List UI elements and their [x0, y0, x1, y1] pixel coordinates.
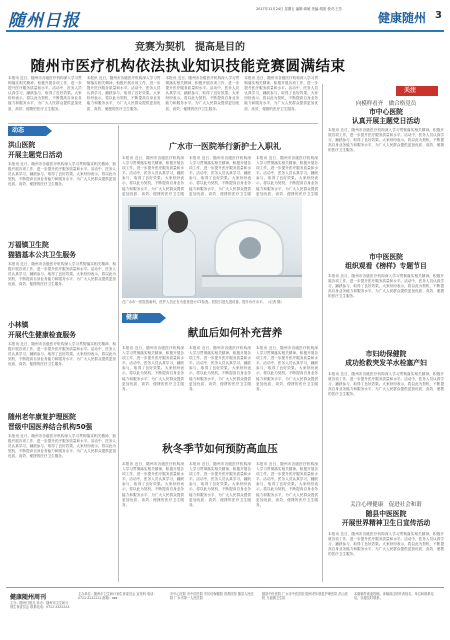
- section-title: 健康随州: [377, 11, 426, 25]
- ct-story-col: 本报讯 近日，随州市各级医疗机构深入学习贯彻落实相关精神，积极开展各项工作，进一步提升医疗服务质量和水平。活动中，医务人员认真学习，踊跃参与，取得了良好效果。大家纷纷表示，将以此为契机，不断提高自身业务能力和服务水平，为广大人民群众提供更加优质、高效、便捷的医疗卫生服: [189, 156, 251, 196]
- lead-body-col: 本报讯 近日，随州市各级医疗机构深入学习贯彻落实相关精神，积极开展各项工作，进一步提升医疗服务质量和水平。活动中，医务人员认真学习，踊跃参与，取得了良好效果。大家纷纷表示，将以此为契机，不断提高自身业务能力和服务水平，为广大人民群众提供更加优质、高效、便捷的医疗卫生服务。: [8, 76, 82, 111]
- newspaper-logo: 随州日报: [8, 11, 80, 31]
- nutrition-col: 本报讯 近日，随州市各级医疗机构深入学习贯彻落实相关精神，积极开展各项工作，进一步提升医疗服务质量和水平。活动中，医务人员认真学习，踊跃参与，取得了良好效果。大家纷纷表示，将以此为契机，不断提高自身业务能力和服务水平，为广大人民群众提供更加优质、高效、便捷的医疗卫生服务。: [122, 346, 184, 391]
- right-item-4-body: 本报讯 近日，随州市各级医疗机构深入学习贯彻落实相关精神，积极开展各项工作，进一步提升医疗服务质量和水平。活动中，医务人员认真学习，踊跃参与，取得了良好效果。大家纷纷表示，将以此为契机，不断提高自身业务能力和服务水平，为广大人民群众提供更加优质、高效、便捷的医疗卫生服务。: [328, 532, 444, 557]
- title-line: 开展代生健康检查服务: [8, 331, 76, 339]
- divider: [118, 125, 119, 582]
- nurse-head-shape: [168, 211, 188, 233]
- hypertension-col: 本报讯 近日，随州市各级医疗机构深入学习贯彻落实相关精神，积极开展各项工作，进一步提升医疗服务质量和水平。活动中，医务人员认真学习，踊跃参与，取得了良好效果。大家纷纷表示，将以此为契机，不断提高自身业务能力和服务水平，为广大人民群众提供更加优质、高效、便捷的医疗卫生服务。: [189, 462, 251, 507]
- footer-col: 市中心医院 市中医医院 市妇幼保健院 曾都医院 随县人民医院 广水市第一人民医院: [170, 592, 254, 601]
- lead-body-col: 本报讯 近日，随州市各级医疗机构深入学习贯彻落实相关精神，积极开展各项工作，进一步提升医疗服务质量和水平。活动中，医务人员认真学习，踊跃参与，取得了良好效果。大家纷纷表示，将以此为契机，不断提高自身业务能力和服务水平，为广大人民群众提供更加优质、高效、便捷的医疗卫生服务。: [86, 76, 161, 111]
- left-item-3-body: 本报讯 近日，随州市各级医疗机构深入学习贯彻落实相关精神，积极开展各项工作，进一步提升医疗服务质量和水平。活动中，医务人员认真学习，踊跃参与，取得了良好效果。大家纷纷表示，将以此为契机，不断提高自身业务能力和服务水平，为广大人民群众提供更加优质、高效、便捷的医疗卫生服务。: [8, 342, 116, 367]
- divider: [322, 84, 323, 582]
- page-number: 3: [435, 10, 442, 21]
- right-item-3-body: 本报讯 近日，随州市各级医疗机构深入学习贯彻落实相关精神，积极开展各项工作，进一步提升医疗服务质量和水平。活动中，医务人员认真学习，踊跃参与，取得了良好效果。大家纷纷表示，将以此为契机，不断提高自身业务能力和服务水平，为广大人民群众提供更加优质、高效、便捷的医疗卫生服务。: [328, 372, 444, 397]
- nutrition-body: [122, 346, 318, 441]
- left-item-1-body: 本报讯 近日，随州市各级医疗机构深入学习贯彻落实相关精神，积极开展各项工作，进一步提升医疗服务质量和水平。活动中，医务人员认真学习，踊跃参与，取得了良好效果。大家纷纷表示，将以此为契机，不断提高自身业务能力和服务水平，为广大人民群众提供更加优质、高效、便捷的医疗卫生服务。: [8, 162, 116, 187]
- footer: [6, 587, 444, 635]
- title-line: 开展主题党日活动: [8, 151, 63, 159]
- nurse-shape: [162, 227, 196, 297]
- right-item-2-body: 本报讯 近日，随州市各级医疗机构深入学习贯彻落实相关精神，积极开展各项工作，进一步提升医疗服务质量和水平。活动中，医务人员认真学习，踊跃参与，取得了良好效果。大家纷纷表示，将以此为契机，不断提高自身业务能力和服务水平，为广大人民群众提供更加优质、高效、便捷的医疗卫生服务。: [328, 274, 444, 299]
- right-item-1-title: [330, 108, 442, 126]
- right-item-4-kicker: 关注心理健康 促进社会和谐: [350, 502, 422, 508]
- lead-body-col: 本报讯 近日，随州市各级医疗机构深入学习贯彻落实相关精神，积极开展各项工作，进一步提升医疗服务质量和水平。活动中，医务人员认真学习，踊跃参与，取得了良好效果。大家纷纷表示，将以此为契机，不断提高自身业务能力和服务水平，为广大人民群众提供更加优质、高效、便捷的医疗卫生服务。: [165, 76, 240, 111]
- hypertension-col: 本报讯 近日，随州市各级医疗机构深入学习贯彻落实相关精神，积极开展各项工作，进一步提升医疗服务质量和水平。活动中，医务人员认真学习，踊跃参与，取得了良好效果。大家纷纷表示，将以此为契机，不断提高自身业务能力和服务水平，为广大人民群众提供更加优质、高效、便捷的医疗卫生服务。: [256, 462, 318, 507]
- title-line: 随州老年康复护理医院: [8, 413, 76, 421]
- footer-info: 主办：随州日报社 协办：随州市卫生和计划生育委员会 联系电话：0722-3333333: [10, 601, 70, 610]
- left-item-2-body: 本报讯 近日，随州市各级医疗机构深入学习贯彻落实相关精神，积极开展各项工作，进一步提升医疗服务质量和水平。活动中，医务人员认真学习，踊跃参与，取得了良好效果。大家纷纷表示，将以此为契机，不断提高自身业务能力和服务水平，为广大人民群众提供更加优质、高效、便捷的医疗卫生服务。: [8, 262, 116, 287]
- nutrition-col: 本报讯 近日，随州市各级医疗机构深入学习贯彻落实相关精神，积极开展各项工作，进一步提升医疗服务质量和水平。活动中，医务人员认真学习，踊跃参与，取得了良好效果。大家纷纷表示，将以此为契机，不断提高自身业务能力和服务水平，为广大人民群众提供更加优质、高效、便捷的医疗卫生服务。: [189, 346, 251, 391]
- title-line: 市妇幼保健院: [365, 350, 407, 358]
- lead-body-col: 本报讯 近日，随州市各级医疗机构深入学习贯彻落实相关精神，积极开展各项工作，进一步提升医疗服务质量和水平。活动中，医务人员认真学习，踊跃参与，取得了良好效果。大家纷纷表示，将以此为契机，不断提高自身业务能力和服务水平，为广大人民群众提供更加优质、高效、便捷的医疗卫生服务。: [244, 76, 318, 111]
- ct-story-col: 本报讯 近日，随州市各级医疗机构深入学习贯彻落实相关精神，积极开展各项工作，进一步提升医疗服务质量和水平。活动中，医务人员认真学习，踊跃参与，取得了良好效果。大家纷纷表示，将以此为契机，不断提高自身业务能力和服务水平，为广大人民群众提供更加优质、高效、便捷的医疗卫生服: [256, 156, 318, 196]
- left-item-2-title: [8, 240, 116, 260]
- title-line: 认真开展主题党日活动: [352, 117, 420, 125]
- focus-tag: 关注: [396, 86, 438, 96]
- footer-col: 本版稿件欢迎投稿，来稿请注明作者姓名、单位和联系电话，以便及时联系。: [354, 592, 434, 601]
- ct-bore-shape: [239, 237, 261, 259]
- ct-scan-photo: [122, 197, 302, 298]
- hypertension-body: [122, 462, 318, 580]
- footer-col: 主办单位：随州市卫生和计划生育委员会 宣传科 电话：0722-3222222 邮箱：xxx: [78, 592, 157, 601]
- photo-caption: 在广水市一医院放射科，医护人员正在为患者进行CT检查。医院引进先进设备，提升诊疗水平。（记者 摄）: [122, 300, 284, 304]
- title-line: 随县中医医院: [365, 510, 407, 518]
- ct-story-title: 广水市一医院举行新护士入职礼: [169, 142, 281, 151]
- right-item-4-title: [330, 510, 442, 528]
- lead-headline: 随州市医疗机构依法执业知识技能竞赛圆满结束: [30, 59, 346, 75]
- nutrition-col: 本报讯 近日，随州市各级医疗机构深入学习贯彻落实相关精神，积极开展各项工作，进一步提升医疗服务质量和水平。活动中，医务人员认真学习，踊跃参与，取得了良好效果。大家纷纷表示，将以此为契机，不断提高自身业务能力和服务水平，为广大人民群众提供更加优质、高效、便捷的医疗卫生服务。: [256, 346, 318, 391]
- footer-title: 健康随州周刊: [10, 594, 47, 601]
- masthead-meta: 2017年11月24日 星期五 编辑:周敏 美编:胡波 校对:王芳: [256, 7, 343, 11]
- title-line: 晋级中国医养结合机构50强: [8, 423, 93, 431]
- left-item-4-body: 本报讯 近日，随州市各级医疗机构深入学习贯彻落实相关精神，积极开展各项工作，进一步提升医疗服务质量和水平。活动中，医务人员认真学习，踊跃参与，取得了良好效果。大家纷纷表示，将以此为契机，不断提高自身业务能力和服务水平，为广大人民群众提供更加优质、高效、便捷的医疗卫生服务。: [8, 434, 116, 459]
- dynamics-tag: 动态: [8, 126, 46, 136]
- title-line: 洪山医院: [8, 141, 36, 149]
- title-line: 市中心医院: [369, 108, 403, 116]
- footer-col: 随县中医医院 广水市中医医院 随州老年康复护理医院 洪山医院 万福镇卫生院: [262, 592, 348, 601]
- masthead: [6, 4, 444, 32]
- right-item-2-title: [330, 253, 442, 271]
- left-item-1-title: [8, 140, 116, 160]
- title-line: 猫猫基本公共卫生服务: [8, 251, 76, 259]
- hypertension-col: 本报讯 近日，随州市各级医疗机构深入学习贯彻落实相关精神，积极开展各项工作，进一步提升医疗服务质量和水平。活动中，医务人员认真学习，踊跃参与，取得了良好效果。大家纷纷表示，将以此为契机，不断提高自身业务能力和服务水平，为广大人民群众提供更加优质、高效、便捷的医疗卫生服务。: [122, 462, 184, 507]
- footer-columns: [78, 592, 440, 601]
- lead-body: [8, 76, 318, 116]
- title-line: 成功抢救突发羊水栓塞产妇: [345, 359, 427, 367]
- left-item-3-title: [8, 320, 116, 340]
- ct-story-body: [122, 156, 318, 194]
- title-line: 万福镇卫生院: [8, 241, 49, 249]
- divider: [8, 123, 318, 124]
- title-line: 组织观看《榜样》专题节目: [345, 262, 427, 270]
- right-item-1-body: 本报讯 近日，随州市各级医疗机构深入学习贯彻落实相关精神，积极开展各项工作，进一步提升医疗服务质量和水平。活动中，医务人员认真学习，踊跃参与，取得了良好效果。大家纷纷表示，将以此为契机，不断提高自身业务能力和服务水平，为广大人民群众提供更加优质、高效、便捷的医疗卫生服务。: [328, 128, 444, 153]
- left-item-4-title: [8, 412, 116, 432]
- title-line: 小林镇: [8, 321, 29, 329]
- ct-story-col: 本报讯 近日，随州市各级医疗机构深入学习贯彻落实相关精神，积极开展各项工作，进一步提升医疗服务质量和水平。活动中，医务人员认真学习，踊跃参与，取得了良好效果。大家纷纷表示，将以此为契机，不断提高自身业务能力和服务水平，为广大人民群众提供更加优质、高效、便捷的医疗卫生服: [122, 156, 184, 196]
- scanner-bed-shape: [202, 275, 302, 287]
- hypertension-title: 秋冬季节如何预防高血压: [162, 443, 278, 455]
- health-tag: 健康: [122, 313, 160, 323]
- monitor-shape: [128, 205, 158, 231]
- title-line: 开展世界精神卫生日宣传活动: [341, 519, 431, 527]
- lead-kicker: 竞赛为契机 提高是目的: [135, 42, 245, 53]
- right-item-1-kicker: 向模样看齐 做合格党员: [355, 101, 417, 107]
- right-item-3-title: [330, 350, 442, 368]
- nutrition-title: 献血后如何补充营养: [187, 327, 283, 339]
- title-line: 市中医医院: [369, 253, 403, 261]
